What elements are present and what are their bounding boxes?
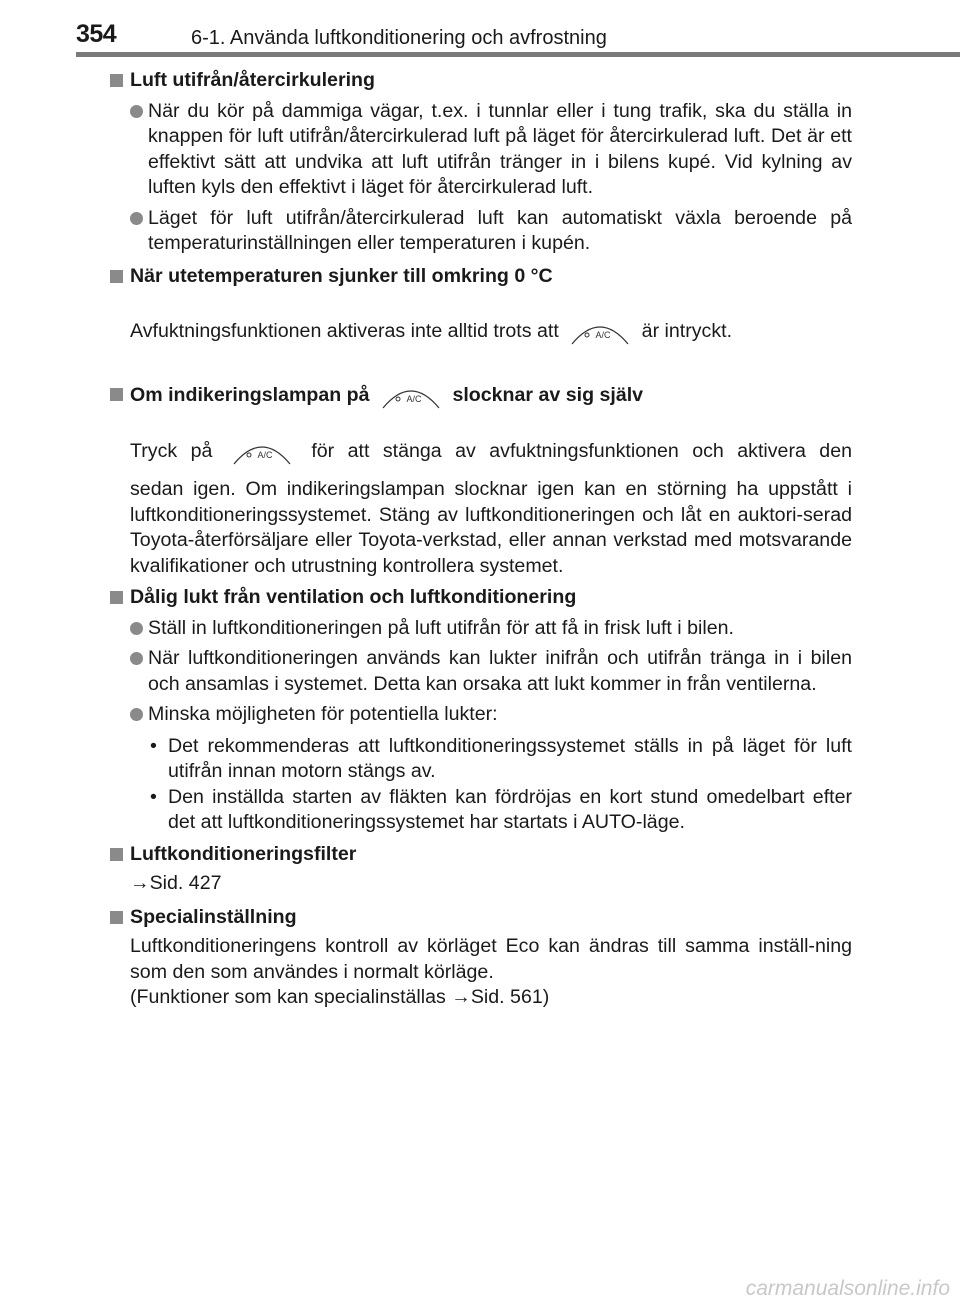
bullet-item: När luftkonditioneringen används kan lukter inifrån och utifrån tränga in i bilen och ansamlas i systemet. Detta kan orsaka att lukt kommer in från ventilerna. (108, 646, 852, 697)
section-bad-odor (108, 585, 852, 836)
ac-button-icon (570, 318, 630, 346)
section-low-temperature (108, 264, 852, 348)
page-number: 354 (76, 20, 117, 48)
ac-button-icon (381, 382, 441, 410)
circle-bullet-icon (130, 622, 143, 635)
chapter-title: 6-1. Använda luftkonditionering och avfrostning (191, 27, 607, 49)
bullet-item: Ställ in luftkonditioneringen på luft utifrån för att få in frisk luft i bilen. (108, 616, 852, 642)
circle-bullet-icon (130, 708, 143, 721)
circle-bullet-icon (130, 652, 143, 665)
svg-text:A/C: A/C (406, 393, 422, 404)
section-recirculation (108, 68, 852, 257)
square-bullet-icon (110, 270, 123, 283)
section-heading: När utetemperaturen sjunker till omkring 0 °C (108, 264, 852, 290)
section-customization (108, 905, 852, 1011)
sub-item: • Det rekommenderas att luftkonditioneringssystemet ställs in på läget för luft utifrån innan motorn stängs av. (150, 734, 852, 782)
section-ac-filter (108, 842, 852, 897)
bullet-item: När du kör på dammiga vägar, t.ex. i tunnlar eller i tung trafik, ska du ställa in knappen för luft utifrån/återcirkulerad luft på läget för återcirkulerad luft. Det är ett effektivt sätt att undvika att luft utifrån tränger in i bilens kupé. Vid kylning av luften kyls den effektivt i läget för återcirkulerad luft. (108, 99, 852, 201)
section-indicator-lamp (108, 379, 852, 579)
circle-bullet-icon (130, 105, 143, 118)
header-rule (76, 52, 960, 57)
footer-watermark: carmanualsonline.info (745, 1277, 950, 1300)
section-heading: Dålig lukt från ventilation och luftkonditionering (108, 585, 852, 611)
section-paragraph: Avfuktningsfunktionen aktiveras inte alltid trots att A/C är intryckt. (108, 315, 852, 347)
bullet-item: Läget för luft utifrån/återcirkulerad luft kan automatiskt växla beroende på temperaturinställningen eller temperaturen i kupén. (108, 206, 852, 257)
page-content (108, 64, 852, 1011)
section-paragraph: (Funktioner som kan specialinställas →Sid. 561) (130, 986, 550, 1008)
section-heading: Luftkonditioneringsfilter (108, 842, 852, 868)
square-bullet-icon (110, 911, 123, 924)
section-paragraph: sedan igen. Om indikeringslampan slocknar igen kan en störning ha uppstått i luftkonditioneringssystemet. Stäng av luftkonditioneringen och låt en auktori-serad Toyota-återförsäljare eller Toyota-verkstad, eller annan verkstad med motsvarande kvalifikationer och utrustning kontrollera systemet. (130, 478, 852, 577)
bullet-item: Minska möjligheten för potentiella lukter: (108, 702, 852, 728)
page-reference: →Sid. 427 (130, 872, 222, 894)
ac-button-icon (232, 438, 292, 466)
section-heading: Luft utifrån/återcirkulering (108, 68, 852, 94)
section-paragraph: Luftkonditioneringens kontroll av körläget Eco kan ändras till samma inställ-ning som den som användes i normalt körläge. (130, 935, 852, 983)
square-bullet-icon (110, 848, 123, 861)
section-paragraph: Tryck på A/C för att stänga av avfuktningsfunktionen och aktivera den (108, 435, 852, 467)
page-header (76, 14, 960, 54)
circle-bullet-icon (130, 212, 143, 225)
section-heading: Specialinställning (108, 905, 852, 931)
section-heading: Om indikeringslampan på A/C slocknar av sig själv (108, 379, 852, 411)
svg-text:A/C: A/C (595, 329, 611, 340)
square-bullet-icon (110, 591, 123, 604)
square-bullet-icon (110, 388, 123, 401)
svg-text:A/C: A/C (257, 449, 273, 460)
sub-item: • Den inställda starten av fläkten kan fördröjas en kort stund omedelbart efter det att luftkonditioneringssystemet har startats i AUTO-läge. (150, 785, 852, 833)
square-bullet-icon (110, 74, 123, 87)
